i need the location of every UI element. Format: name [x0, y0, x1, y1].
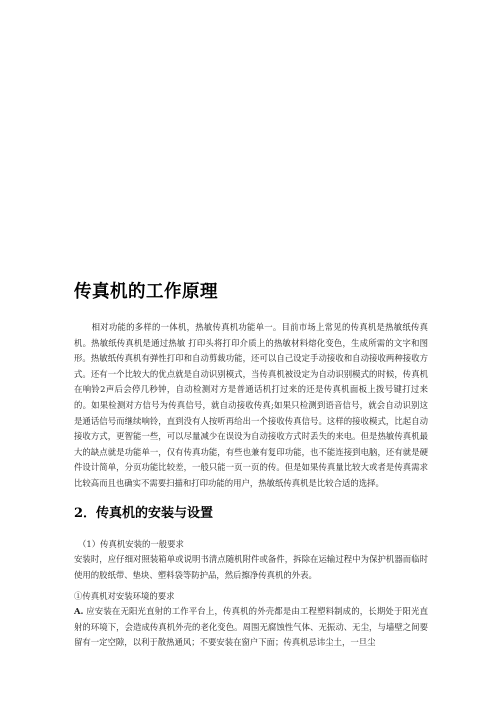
item-a-text: 应安装在无阳光直射的工作平台上，传真机的外壳都是由工程塑料制成的，长期处于阳光直射的环境下，会造成传真机外壳的老化变色。周围无腐蚀性气体、无振动、无尘，与墙壁之间要留有一定空隙，以利于散热通风；不要安装在窗户下面；传真机忌讳尘土，一旦尘: [74, 606, 428, 648]
section-2-heading: 2．传真机的安装与设置: [74, 506, 214, 521]
subsection-2-label: ①传真机对安装环境的要求: [74, 591, 175, 601]
intro-paragraph: 相对功能的多样的一体机，热敏传真机功能单一。目前市场上常见的传真机是热敏纸传真机。热敏纸传真机是通过热敏 打印头将打印介质上的热敏材料熔化变色，生成所需的文字和图形。热敏纸传真机有弹性打印和自动剪裁功能，还可以自己设定手动接收和自动接收两种接收方式。还有一个比较大的优点就是自动识别模式，当传真机被设定为自动识别模式的时候，传真机在响铃2声后会停几秒钟，自动检测对方是普通话机打过来的还是传真机面板上拨号键打过来的。如果检测对方信号为传真信号，就自动接收传真;如果只检测到语音信号，就会自动识别这是通话信号而继续响铃，直到没有人按听再给出一个接收传真信号。这样的接收模式，比起自动接收方式，更智能一些，可以尽量减少在误设为自动接收方式时丢失的来电。但是热敏传真机最大的缺点就是功能单一，仅有传真功能，有些也兼有复印功能，也不能连接到电脑，还有就是硬件设计简单，分页功能比较差，一般只能一页一页的传。但是如果传真量比较大或者是传真需求比较高而且也确实不需要扫描和打印功能的用户，热敏纸传真机是比较合适的选择。: [74, 322, 428, 488]
document-title: 传真机的工作原理: [74, 282, 218, 302]
subsection-1-label: （1）传真机安装的一般要求: [78, 539, 184, 549]
item-a-marker: A.: [74, 606, 84, 616]
subsection-1-body: 安装时，应仔细对照装箱单或说明书清点随机附件或备件，拆除在运输过程中为保护机器而临时使用的胶纸带、垫块、塑料袋等防护品，然后擦净传真机的外表。: [74, 554, 428, 580]
subsection-2-body: [74, 604, 428, 651]
